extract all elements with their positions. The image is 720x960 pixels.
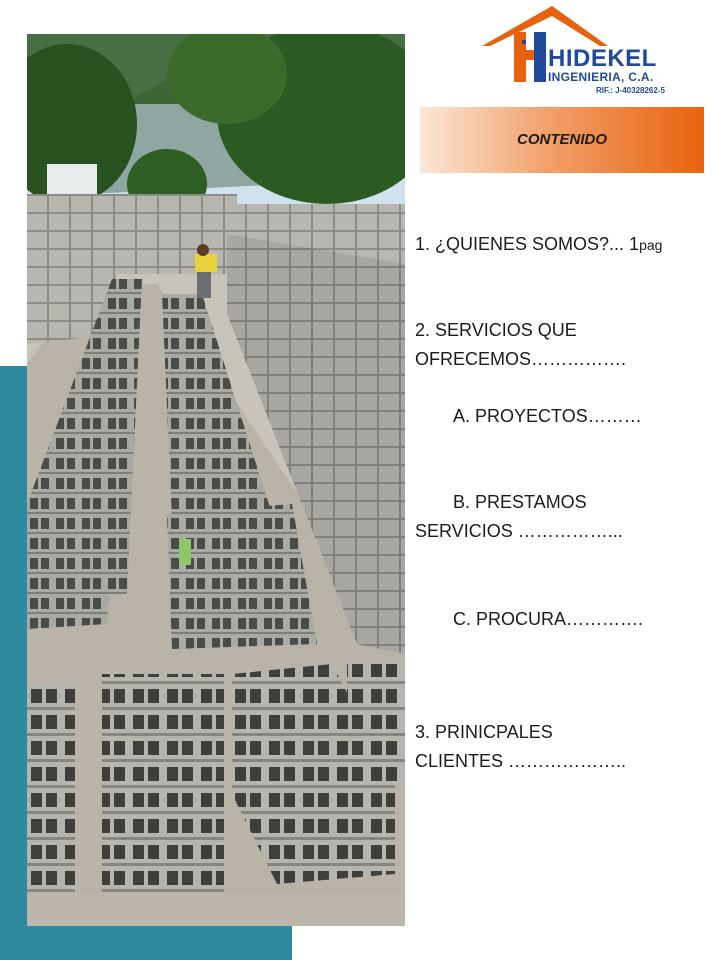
company-subtitle: INGENIERIA, C.A.	[548, 70, 654, 84]
contents-banner	[420, 107, 704, 173]
concrete-blocks-photo	[27, 34, 405, 926]
toc-item-3-line1: 3. PRINICPALES	[415, 722, 553, 742]
toc-item-1-page: pag	[639, 237, 663, 253]
toc-item-2b-line2: SERVICIOS ……………...	[415, 521, 623, 541]
toc-item-2	[415, 316, 626, 374]
toc-item-2-line2: OFRECEMOS…………….	[415, 349, 627, 369]
toc-item-2c	[415, 605, 643, 634]
toc-item-1	[415, 230, 662, 260]
company-logo-text	[548, 45, 657, 84]
toc-item-1-text: 1. ¿QUIENES SOMOS?... 1	[415, 234, 640, 254]
toc-item-2c-text: C. PROCURA………….	[453, 609, 644, 629]
contents-title: CONTENIDO	[517, 131, 607, 148]
toc-item-2b-line1: B. PRESTAMOS	[453, 492, 587, 512]
toc-item-2b	[415, 488, 623, 546]
toc-item-2a-text: A. PROYECTOS………	[453, 406, 642, 426]
company-name: HIDEKEL	[548, 45, 657, 72]
company-rif: RIF.: J-40328262-5	[596, 86, 665, 95]
toc-item-3	[415, 718, 626, 776]
toc-item-2a	[415, 402, 642, 431]
toc-item-2-line1: 2. SERVICIOS QUE	[415, 320, 577, 340]
toc-item-3-line2: CLIENTES ………………..	[415, 751, 627, 771]
